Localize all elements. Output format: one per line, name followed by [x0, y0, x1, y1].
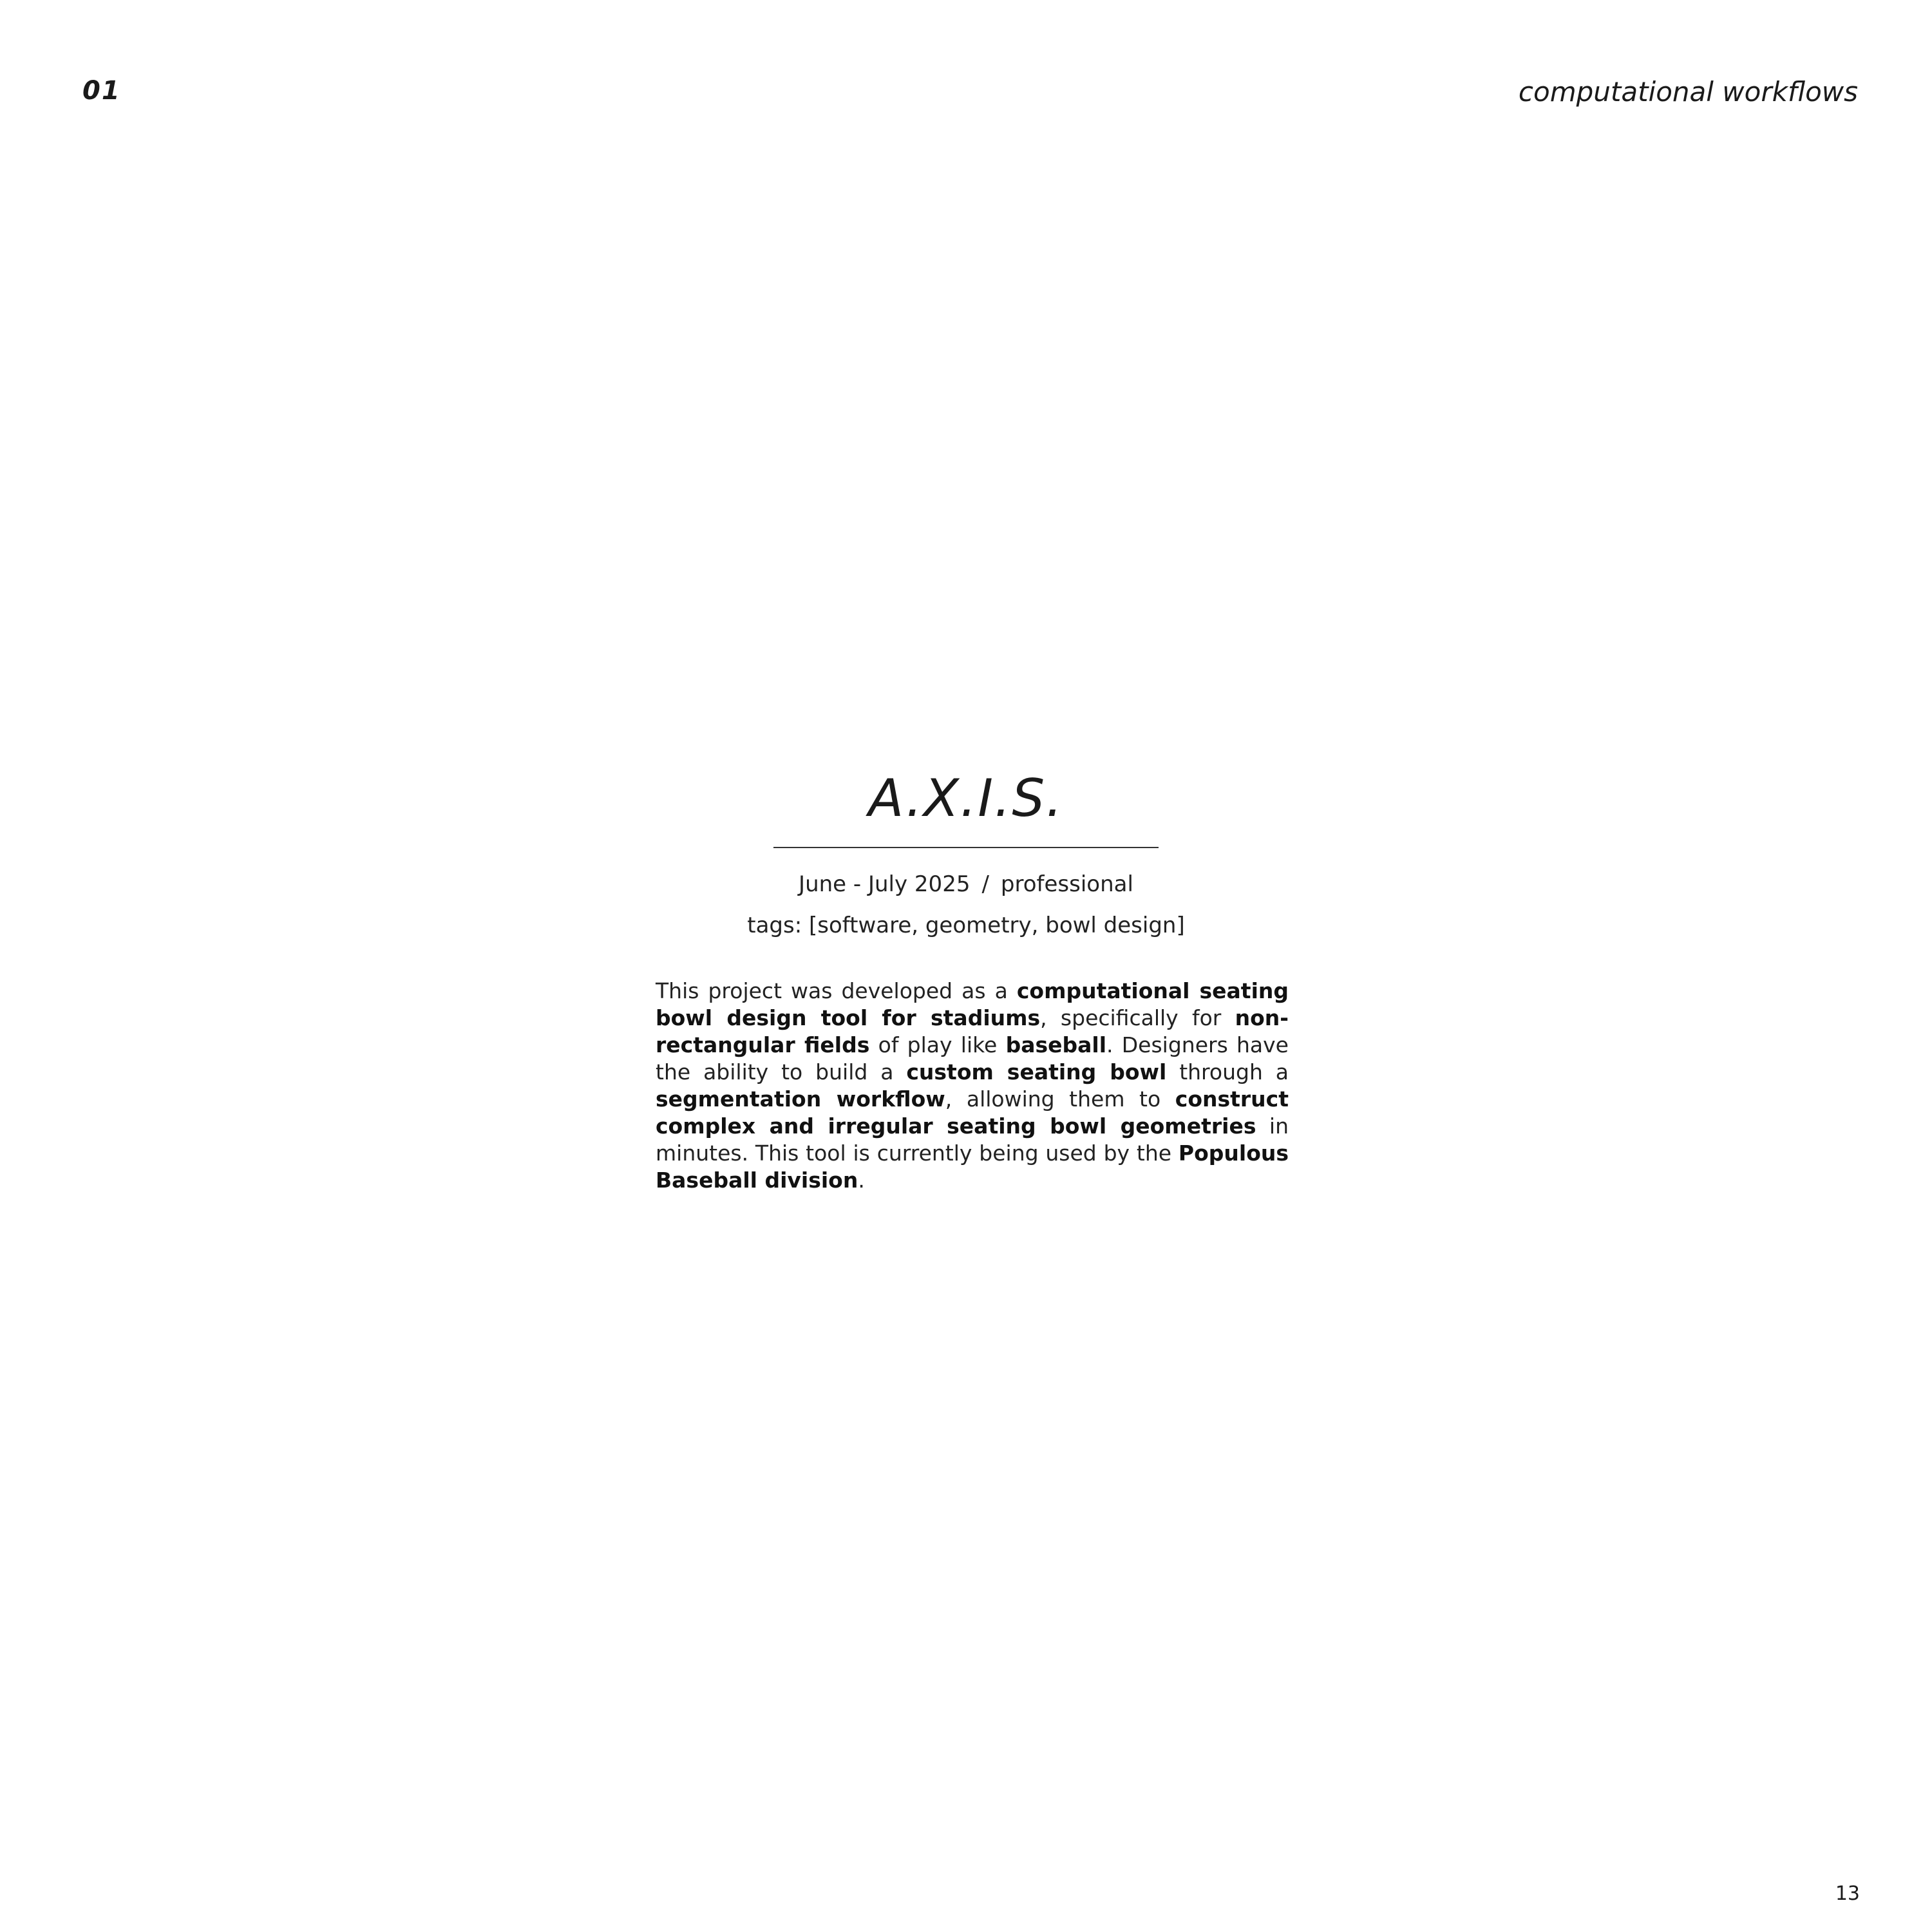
description-segment-bold: Populous Baseball division	[656, 1141, 1289, 1193]
description-segment-bold: construct complex and irregular seating bowl geometries	[656, 1086, 1289, 1139]
description-segment: .	[858, 1168, 865, 1193]
project-title: A.X.I.S.	[868, 768, 1064, 828]
project-date: June - July 2025	[799, 871, 971, 897]
project-description	[656, 978, 1289, 1194]
description-segment-bold: segmentation workflow	[656, 1086, 945, 1112]
project-type: professional	[1000, 871, 1133, 897]
project-tags: tags: [software, geometry, bowl design]	[747, 913, 1185, 938]
description-segment: This project was developed as a	[656, 978, 1017, 1003]
description-segment-bold: non-rectangular fields	[656, 1005, 1289, 1057]
description-segment: , allowing them to	[945, 1086, 1175, 1112]
description-segment: . Designers have the ability to build a	[656, 1032, 1289, 1084]
description-segment: in minutes. This tool is currently being used by the	[656, 1113, 1289, 1166]
description-segment-bold: computational seating bowl design tool for stadiums	[656, 978, 1289, 1030]
page-number: 13	[1835, 1882, 1860, 1905]
description-segment: , specifically for	[1040, 1005, 1235, 1030]
description-segment: through a	[1166, 1059, 1289, 1084]
title-divider	[773, 847, 1159, 848]
description-segment-bold: baseball	[1005, 1032, 1107, 1057]
project-title-block	[0, 763, 1932, 938]
section-number: 01	[82, 76, 121, 106]
description-segment: of play like	[869, 1032, 1006, 1057]
description-segment-bold: custom seating bowl	[906, 1059, 1167, 1084]
section-title: computational workflows	[1518, 76, 1858, 108]
project-meta	[0, 871, 1932, 897]
meta-separator: /	[981, 871, 989, 897]
